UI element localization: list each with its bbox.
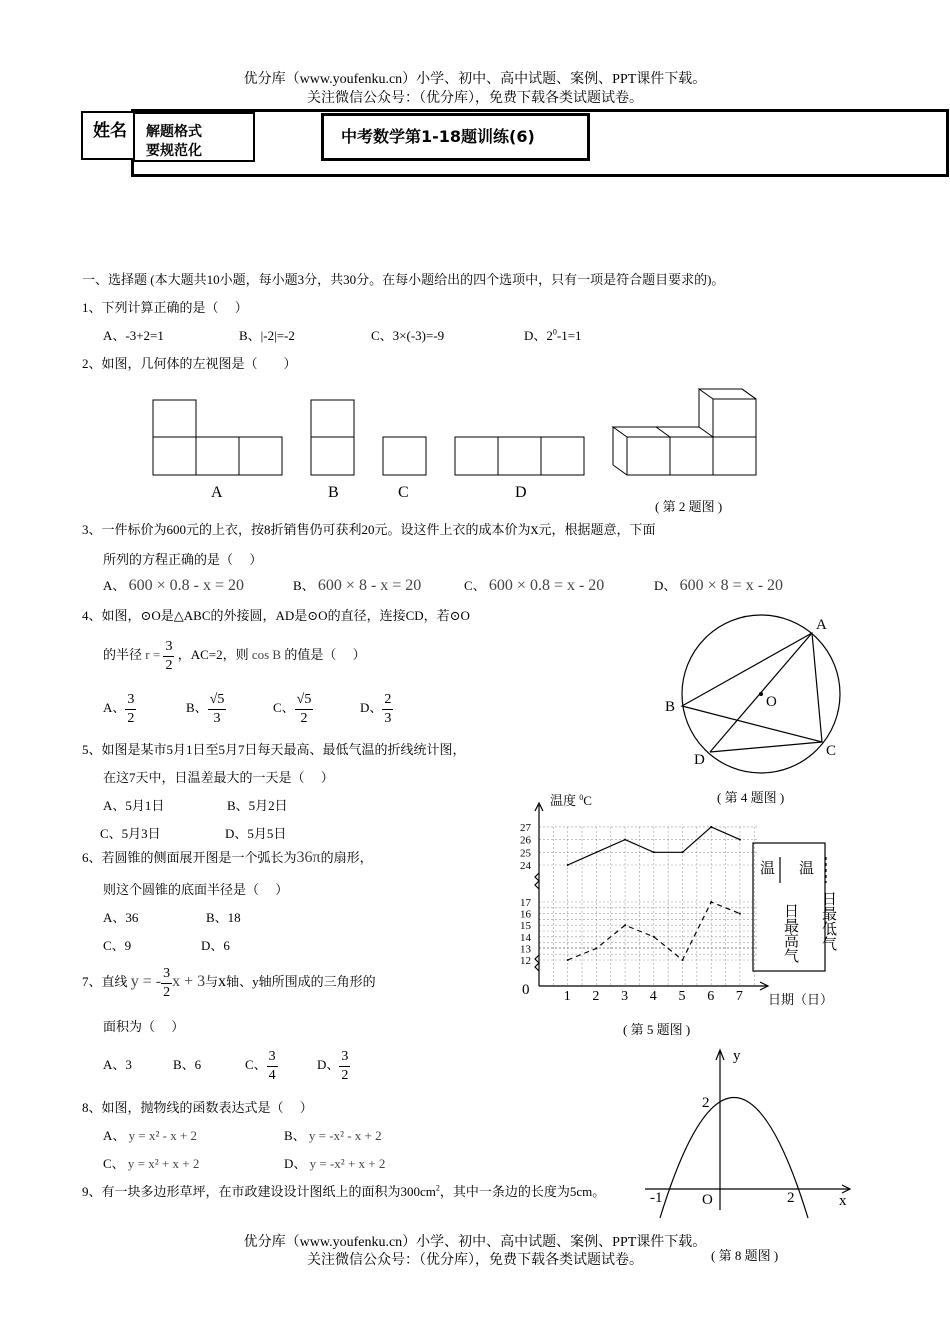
high-point bbox=[739, 839, 741, 841]
q4-option-b bbox=[186, 686, 226, 730]
x-tick-label: 1 bbox=[563, 989, 571, 1004]
q4-a-num: 3 bbox=[125, 693, 136, 710]
q1-option-c: C、3×(-3)=-9 bbox=[371, 328, 445, 343]
q3-stem-1 bbox=[82, 519, 656, 539]
q3-c-eq: 600 × 0.8 = x - 20 bbox=[488, 577, 605, 594]
q7-x-var: x bbox=[218, 973, 227, 990]
q8-root-right: 2 bbox=[787, 1190, 795, 1206]
footer-line-1: 优分库（www.youfenku.cn）小学、初中、高中试题、案例、PPT课件下载。 bbox=[243, 1235, 707, 1250]
q9-stem-post: ，其中一条边的长度为5cm。 bbox=[439, 1184, 606, 1199]
q2-a-b3 bbox=[239, 437, 282, 475]
q4-option-a bbox=[103, 686, 136, 730]
low-point bbox=[624, 924, 626, 926]
q5-stem-2: 在这7天中，日温差最大的一天是（ ） bbox=[103, 770, 334, 785]
q4-stem-1: 4、如图，⊙O是△ABC的外接圆，AD是⊙O的直径，连接CD，若⊙O bbox=[82, 608, 470, 623]
q5-caption: ( 第 5 题图 ) bbox=[623, 1022, 691, 1037]
q8-option-a bbox=[103, 1125, 197, 1144]
q7-stem-pre: 7、直线 bbox=[82, 974, 128, 989]
q8-option-b bbox=[284, 1125, 382, 1144]
q7-frac-den: 2 bbox=[163, 984, 171, 1000]
q7-option-a: A、3 bbox=[103, 1057, 132, 1072]
q8-figure bbox=[640, 1040, 855, 1220]
q4-point-a: A bbox=[816, 617, 827, 633]
q2-d-b3 bbox=[541, 437, 584, 475]
q2-b-top bbox=[311, 400, 354, 437]
legend-low-col1: 温 bbox=[799, 861, 815, 877]
low-point bbox=[682, 959, 684, 961]
q4-d-num: 2 bbox=[382, 693, 393, 710]
q4-b-den: 3 bbox=[213, 710, 221, 726]
q7-stem-2: 面积为（ ） bbox=[103, 1019, 185, 1034]
page-title: 中考数学第1-18题训练(6) bbox=[341, 127, 535, 146]
q7-stem-post: 轴、y轴所围成的三角形的 bbox=[226, 974, 376, 989]
q4-option-d bbox=[360, 686, 393, 730]
low-point bbox=[653, 936, 655, 938]
q4-figure bbox=[660, 612, 860, 782]
chart-ylabel: 温度 $^0$C bbox=[550, 793, 592, 808]
x-tick-label: 6 bbox=[707, 989, 715, 1004]
q5-option-a: A、5月1日 bbox=[103, 798, 165, 813]
q8-b-eq: y = -x² - x + 2 bbox=[308, 1128, 382, 1143]
q2-caption: ( 第 2 题图 ) bbox=[655, 499, 723, 514]
q2-c-square bbox=[383, 437, 426, 475]
q4-stem2-pre: 的半径 bbox=[103, 647, 143, 662]
q7-c-den: 4 bbox=[268, 1067, 276, 1083]
footer-line-2: 关注微信公众号：（优分库），免费下载各类试题试卷。 bbox=[307, 1253, 643, 1268]
x-tick-label: 4 bbox=[649, 989, 657, 1004]
tip-line-1: 解题格式 bbox=[146, 124, 202, 140]
tip-line-2: 要规范化 bbox=[146, 143, 202, 159]
high-point bbox=[595, 851, 597, 853]
q4-point-b: B bbox=[665, 699, 676, 715]
q3-a-label: A、 bbox=[103, 578, 126, 593]
q4-stem2-mid: ，AC=2，则 bbox=[177, 647, 249, 662]
q7-stem-1 bbox=[82, 960, 376, 1004]
q4-d-den: 3 bbox=[384, 710, 392, 726]
q4-b-label: B、 bbox=[186, 700, 208, 715]
x-tick-label: 7 bbox=[735, 989, 743, 1004]
chart-xlabel: 日期（日） bbox=[768, 992, 834, 1007]
q7-option-c bbox=[245, 1043, 278, 1087]
q2-label-c: C bbox=[398, 484, 409, 501]
q4-a-label: A、 bbox=[103, 700, 126, 715]
q2-a-top bbox=[153, 400, 196, 437]
q4-cos: cos B bbox=[251, 647, 282, 662]
q1-option-b: B、|-2|=-2 bbox=[239, 328, 295, 343]
name-label: 姓名 bbox=[93, 121, 127, 141]
low-point bbox=[595, 947, 597, 949]
q8-caption: ( 第 8 题图 ) bbox=[711, 1248, 779, 1263]
legend-low-col2: 日最低气 bbox=[820, 891, 836, 951]
q8-stem: 8、如图，抛物线的函数表达式是（ ） bbox=[82, 1100, 313, 1115]
q6-stem-pre: 6、若圆锥的侧面展开图是一个弧长为 bbox=[82, 850, 297, 865]
high-point bbox=[567, 864, 569, 866]
q2-b-bottom bbox=[311, 437, 354, 475]
header-line-1: 优分库（www.youfenku.cn）小学、初中、高中试题、案例、PPT课件下载。 bbox=[243, 72, 707, 87]
q4-r-var: r = bbox=[145, 647, 161, 662]
y-tick-label: 25 bbox=[520, 847, 531, 860]
q7-y-eq: y = - bbox=[130, 973, 162, 990]
q4-point-c: C bbox=[826, 743, 837, 759]
q3-b-label: B、 bbox=[293, 578, 315, 593]
q2-label-b: B bbox=[328, 484, 339, 501]
q8-option-d bbox=[284, 1153, 385, 1172]
q5-chart bbox=[510, 785, 850, 1015]
q8-a-eq: y = x² - x + 2 bbox=[128, 1128, 198, 1143]
q4-stem2-post: 的值是（ ） bbox=[284, 647, 366, 662]
q6-option-a: A、36 bbox=[103, 910, 139, 925]
q8-parabola bbox=[660, 1098, 808, 1219]
q9-stem-sup: 2 bbox=[435, 1183, 440, 1193]
chart-origin: 0 bbox=[522, 982, 530, 998]
q2-d-b2 bbox=[498, 437, 541, 475]
q8-y-label: y bbox=[733, 1048, 741, 1064]
q8-a-label: A、 bbox=[103, 1128, 126, 1143]
q1-d-pre: D、2 bbox=[524, 328, 553, 343]
q4-option-c bbox=[273, 686, 313, 730]
q8-b-label: B、 bbox=[284, 1128, 306, 1143]
q2-a-b1 bbox=[153, 437, 196, 475]
q8-d-eq: y = -x² + x + 2 bbox=[309, 1156, 386, 1171]
q6-stem-2: 则这个圆锥的底面半径是（ ） bbox=[103, 882, 289, 897]
q1-stem: 1、下列计算正确的是（ ） bbox=[82, 300, 248, 315]
q6-stem-post: 的扇形， bbox=[320, 850, 373, 865]
q4-r-den: 2 bbox=[165, 657, 173, 673]
q8-root-left: -1 bbox=[650, 1190, 663, 1206]
q7-d-num: 3 bbox=[339, 1050, 350, 1067]
q5-option-b: B、5月2日 bbox=[227, 798, 288, 813]
q2-a-b2 bbox=[196, 437, 239, 475]
q9-stem bbox=[82, 1181, 605, 1200]
q4-chord-cd bbox=[710, 742, 822, 752]
q4-stem-2 bbox=[103, 633, 366, 677]
q4-c-label: C、 bbox=[273, 700, 295, 715]
q8-c-label: C、 bbox=[103, 1156, 125, 1171]
q3-option-d bbox=[654, 575, 783, 595]
q3-c-label: C、 bbox=[464, 578, 486, 593]
q8-c-eq: y = x² + x + 2 bbox=[127, 1156, 200, 1171]
x-tick-label: 2 bbox=[592, 989, 600, 1004]
q2-label-d: D bbox=[515, 484, 527, 501]
q9-stem-pre: 9、有一块多边形草坪，在市政建设设计图纸上的面积为300cm bbox=[82, 1184, 436, 1199]
legend-high-col2: 日最高气 bbox=[782, 903, 798, 963]
q4-a-den: 2 bbox=[127, 710, 135, 726]
legend-high-col1: 温 bbox=[760, 861, 776, 877]
q7-option-d bbox=[317, 1043, 350, 1087]
high-point bbox=[710, 826, 712, 828]
q3-b-eq: 600 × 8 - x = 20 bbox=[317, 577, 422, 594]
q7-c-label: C、 bbox=[245, 1057, 267, 1072]
q7-d-label: D、 bbox=[317, 1057, 340, 1072]
y-tick-label: 26 bbox=[520, 834, 531, 847]
q5-option-c: C、5月3日 bbox=[100, 826, 161, 841]
q5-stem-1: 5、如图是某市5月1日至5月7日每天最高、最低气温的折线统计图， bbox=[82, 742, 466, 757]
q6-option-d: D、6 bbox=[201, 938, 230, 953]
q8-option-c bbox=[103, 1153, 199, 1172]
q3-stem-pre: 3、一件标价为600元的上衣，按8折销售仍可获利20元。设这件上衣的成本价为 bbox=[82, 522, 531, 537]
q7-option-b: B、6 bbox=[173, 1057, 202, 1072]
x-tick-label: 3 bbox=[621, 989, 629, 1004]
q4-point-d: D bbox=[694, 752, 705, 768]
q1-option-a: A、-3+2=1 bbox=[103, 328, 164, 343]
q4-c-num: √5 bbox=[295, 693, 314, 710]
y-tick-label: 16 bbox=[520, 908, 531, 921]
header-line-2: 关注微信公众号：（优分库），免费下载各类试题试卷。 bbox=[307, 91, 643, 106]
q3-stem-2: 所列的方程正确的是（ ） bbox=[103, 552, 263, 567]
q3-stem-post: 元，根据题意，下面 bbox=[538, 522, 656, 537]
q6-stem-1 bbox=[82, 847, 373, 867]
q2-stem: 2、如图，几何体的左视图是（ ） bbox=[82, 356, 297, 371]
low-point bbox=[710, 901, 712, 903]
x-tick-label: 5 bbox=[678, 989, 686, 1004]
q8-x-label: x bbox=[839, 1193, 847, 1209]
q1-d-sup: 0 bbox=[552, 327, 557, 337]
q3-option-c bbox=[464, 575, 604, 595]
q7-stem-mid: 与 bbox=[205, 974, 219, 989]
q4-d-label: D、 bbox=[360, 700, 383, 715]
y-tick-label: 14 bbox=[520, 931, 531, 944]
q4-r-num: 3 bbox=[163, 640, 174, 657]
low-point bbox=[739, 913, 741, 915]
q6-option-c: C、9 bbox=[103, 938, 132, 953]
q8-origin: O bbox=[702, 1192, 713, 1208]
y-tick-label: 15 bbox=[520, 920, 531, 933]
q4-triangle-abc bbox=[682, 633, 822, 742]
low-point bbox=[567, 959, 569, 961]
q2-d-b1 bbox=[455, 437, 498, 475]
y-tick-label: 12 bbox=[520, 955, 531, 967]
y-tick-label: 27 bbox=[520, 821, 531, 834]
y-tick-label: 13 bbox=[520, 943, 531, 956]
q4-c-den: 2 bbox=[300, 710, 308, 726]
q2-solid bbox=[613, 389, 756, 475]
q7-x-plus: x + 3 bbox=[172, 973, 206, 990]
q2-figure bbox=[145, 385, 770, 485]
q1-d-post: -1=1 bbox=[556, 328, 582, 343]
q1-option-d bbox=[524, 325, 582, 344]
q4-caption: ( 第 4 题图 ) bbox=[717, 790, 785, 805]
section-heading: 一、选择题 (本大题共10小题，每小题3分，共30分。在每小题给出的四个选项中，只有一项是符合题目要求的)。 bbox=[82, 272, 725, 287]
q4-center-dot bbox=[759, 692, 763, 696]
q7-d-den: 2 bbox=[341, 1067, 349, 1083]
y-tick-label: 24 bbox=[520, 860, 531, 872]
high-point bbox=[624, 839, 626, 841]
q8-d-label: D、 bbox=[284, 1156, 307, 1171]
y-tick-label: 17 bbox=[520, 897, 531, 909]
q6-arc: 36π bbox=[296, 849, 321, 866]
q3-var: x bbox=[530, 521, 539, 538]
q8-intercept-label: 2 bbox=[702, 1095, 710, 1111]
q4-point-o: O bbox=[766, 694, 777, 710]
q3-a-eq: 600 × 0.8 - x = 20 bbox=[128, 577, 245, 594]
high-point bbox=[682, 851, 684, 853]
high-point bbox=[653, 851, 655, 853]
q3-d-label: D、 bbox=[654, 578, 677, 593]
q6-option-b: B、18 bbox=[206, 910, 241, 925]
q2-label-a: A bbox=[211, 484, 223, 501]
q3-option-b bbox=[293, 575, 421, 595]
q4-b-num: √5 bbox=[208, 693, 227, 710]
q3-option-a bbox=[103, 575, 244, 595]
q3-d-eq: 600 × 8 = x - 20 bbox=[679, 577, 784, 594]
q7-c-num: 3 bbox=[267, 1050, 278, 1067]
q5-option-d: D、5月5日 bbox=[225, 826, 287, 841]
q7-frac-num: 3 bbox=[161, 967, 172, 984]
